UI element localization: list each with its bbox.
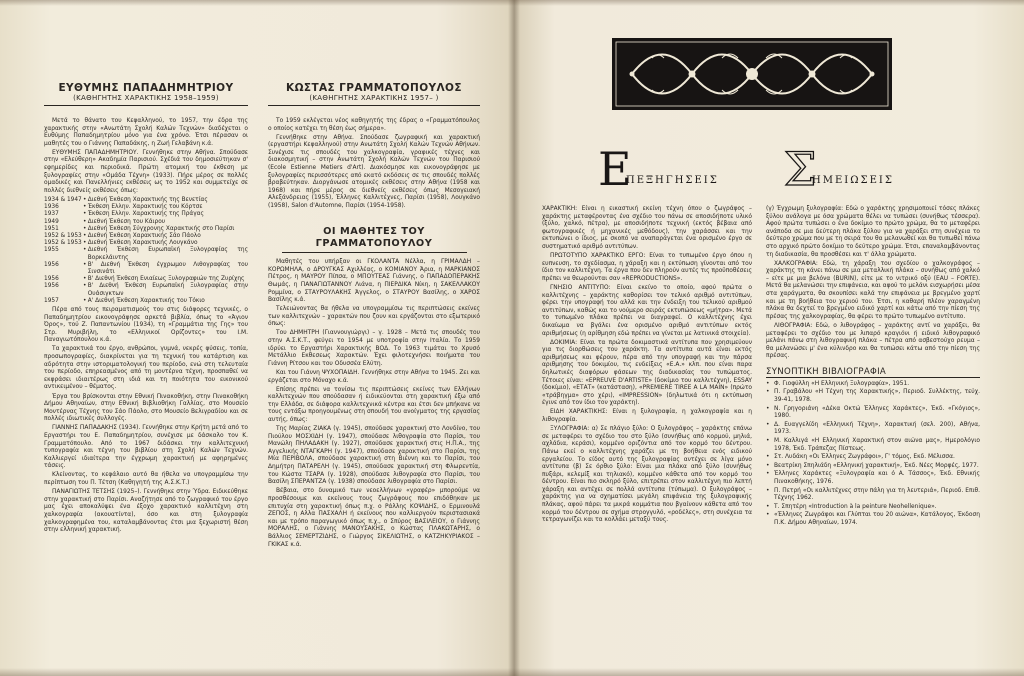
exhibition-year: 1951 xyxy=(44,225,59,232)
paragraph: Του ΔΗΜΗΤΡΗ (Γιαννουγιώργι) – γ. 1928 – Μετά τις σπουδές του στην Α.Σ.Κ.Τ., φεύγει το 1954 με υποτροφία στην Ιταλία. Το 1959 ιδρύει το Εργαστήρι Χαρακτικής ΒΟΔ. Το 1963 τιμάται το Χρυσό Μετάλλιο Εκθεσεως Χαρακτών. Έχει φιλοτεχνήσει ποιήματα του Γιάννη Ρίτσου και του Οδυσσέα Ελύτη. xyxy=(268,330,480,367)
exhibition-name: Α' Διεθνή Έκθεση Χαρακτικής του Τόκιο xyxy=(87,297,205,304)
page-edge-bottom xyxy=(0,668,1024,676)
exhibition-name: Β' Διεθνή Έκθεση έγχρωμου Λιθογραφίας του Σινσινάτι xyxy=(87,261,248,275)
exhibition-year: 1952 & 1953 xyxy=(44,232,82,239)
bibliography-title: ΣΥΝΟΠΤΙΚΗ ΒΙΒΛΙΟΓΡΑΦΙΑ xyxy=(766,367,980,378)
exhibition-name: Διεθνή Έκθεση του Κάιρου xyxy=(87,218,166,225)
header-rule xyxy=(44,105,248,106)
bibliography-item: • Ν. Γρηγοριάνη «Δέκα Οκτώ Έλληνες Χαράκτες», Έκδ. «Γκόγιος», 1980. xyxy=(766,406,980,421)
paragraph: ΛΙΘΟΓΡΑΦΙΑ: Εδώ, ο λιθογράφος – χαράκτης αντί να χαράξει, θα μεταφέρει το σχέδιο του με λιπαρό κραγιόνι ή ειδικό λιθογραφικό μελάνι πάνω στη λιθογραφική πλάκα – πέτρα από ασβεστούχο ρευμα – θα μελανώσει μ' ένα κύλινδρο και θα τυπώσει κάτω από την πίεση της πρέσας. xyxy=(766,322,980,360)
book-gutter xyxy=(508,0,520,676)
paragraph: Γεννήθηκε στην Αθήνα. Σπούδασε ζωγραφική και χαρακτική (εργαστήρι Κεφαλληνού) στην Ανωτάτη Σχολή Καλών Τεχνών Αθήνων. Συνέχισε τις σπουδές του χαλκογραφία, γραφικές τέχνες και διακοσμητική – στην Ανωτάτη Σχολή Καλών Τεχνών του Παρισιού (Ecole Estienne Metiers d'Art). Διακόσμησε και εικονογράφησε με ξυλογραφίες περισσότερες από εκατό εκδόσεις σε τις σπουδές πολλές βραβεύτηκαν. Διοργάνωσε ατομικές εκθέσεις στην Αθήνα (1958 και 1968) και πήρε μέρος σε διεθνείς εκθέσεις όπως Μεσογειακή Αλεξάνδρειας (1955), Έλληνες Καλλιτέχνες, Παρίσι (1958), Λουγκάνο (1958), Salon d'Automne, Παρίσι (1954-1958). xyxy=(268,134,480,210)
left-column-1 xyxy=(44,82,248,536)
papadimitriou-name: ΕΥΘΥΜΗΣ ΠΑΠΑΔΗΜΗΤΡΙΟΥ xyxy=(58,82,234,94)
paragraph: Βέβαια, στο δυναμικό των νεοελλήνων «γραφέρ» μπορούμε να προσθέσουμε και εκείνους τους ζωγράφους που επιδόθηκαν με επιτυχία στη χαρακτική όπως π.χ. ο Ράλλης ΚΟΨΙΔΗΣ, ο Ερμινουλά ΖΕΠΟΣ, η Αλλα ΠΑΣΧΑΛΗ ή εκείνους που καλλιεργούν περιστασιακά και με τρόπο παραγωγικό όπως π.χ., ο Σπύρος ΒΑΣΙΛΕΙΟΥ, ο Γιάννης ΜΟΡΑΛΗΣ, ο Γιάννης ΜΑΝΟΥΣΑΚΗΣ, ο Κώστας ΠΛΑΚΩΤΑΡΗΣ, ο Βάλλιος ΣΕΜΕΡΤΖΙΔΗΣ, ο Γιώργος ΣΙΚΕΛΙΩΤΗΣ, ο ΚΑΤΖΗΚΥΡΙΑΚΟΣ – ΓΚΙΚΑΣ κ.ά. xyxy=(268,488,480,548)
exhibition-row xyxy=(44,262,248,276)
paragraph: Τα χαρακτικά του έργο, ανθρώποι, γυμνά, νεκρές φύσεις, τοπία, προσωπογραφίες, διακρίνεται για τη τεχνική του κατάρτιση και αδρότητα στην ιστοριματολογική του περίοδο, ενώ στη τελευταία του περίοδο, επηρεασμένος από τη μοντέρνα τέχνη, προσπαθεί να εκφράσει ιδιαιτέρως στη ιδιά και τη ποιότητα του εικονικού αντικειμένου – θέματος. xyxy=(44,346,248,391)
bibliography-item: • «Έλληνες Ζωγράφοι και Γλύπται του 20 αιώνα», Κατάλογος, Έκδοση Π.Κ. Δήμου Αθηναίων, 1974. xyxy=(766,512,980,527)
bibliography-list xyxy=(766,381,980,528)
decorative-ornament xyxy=(612,28,892,120)
paragraph: Το 1959 εκλέγεται νέος καθηγητής της έδρας ο «Γραμματόπουλος ο οποίος κατέχει τη θέση έως σήμερα». xyxy=(268,118,480,132)
bullet-icon: • xyxy=(83,247,87,254)
papadimitriou-header xyxy=(44,82,248,106)
header-rule xyxy=(268,105,480,106)
bullet-icon: • xyxy=(83,240,87,247)
exhibition-name: Διεθνή Έκθεση Χαρακτικής Σάο Πάολο xyxy=(87,232,201,239)
paragraph: ΔΟΚΙΜΙΑ: Είναι τα πρώτα δοκιμαστικά αντίτυπα που χρησιμεύουν για τις διορθώσεις του χαράκτη. Τα αντίτυπα αυτά είναι εκτός αριθμήσεως και φέρουν, πέρα από την υπογραφή και την πάρσα αριθμησης του δοκιμίου, τις ενδείξεις «Ε.Α.» κλπ. που είναι παρα δηλωτικές διαφόρων φάσεων της διαδικασίας του τυπώματος. Τέτοιες είναι: «EPREUVE D'ARTISTE» (δοκίμιο του καλλιτέχνη), ESSAY (δοκίμιο), «ΕΤΑΤ» (κατάσταση), «PREMIERE TIREE A LA MAIN» (πρώτο «τράβηγμα» στο χέρι), «IMPRESSION» (δηλωτικά ότι η εκτύπωση έγινε από τον ίδιο τον χαράκτη). xyxy=(542,339,752,407)
papadimitriou-subtitle: (ΚΑΘΗΓΗΤΗΣ ΧΑΡΑΚΤΙΚΗΣ 1958–1959) xyxy=(73,94,219,102)
paragraph: ΓΙΑΝΝΗΣ ΠΑΠΑΔΑΚΗΣ (1934). Γεννήθηκε στην Κρήτη μετά από το Εργαστήρι του Ε. Παπαδημητρίου, συνέχισε με δάσκαλο τον Κ. Γραμματόπουλο. Από το 1967 διδάσκει την καλλιτεχνική τυπογραφία και τέχνη του βιβλίου στη Σχολή Καλών Τεχνών. Καλλιεργεί ιδιαίτερα την έγχρωμη χαρακτική με αφηρημένες τάσεις. xyxy=(44,425,248,470)
notes-dropcap: Σ xyxy=(784,142,817,196)
bibliography-item: • Μ. Καλλιγά «Η Ελληνική Χαρακτική στον αιώνα μας», Ημερολόγιο 1978, Έκδ. Τράπεζας Πίστεως. xyxy=(766,438,980,453)
exhibition-name: Διεθνή Έκθεση Σύγχρονης Χαρακτικής στο Παρίσι xyxy=(87,225,235,232)
bullet-icon: • xyxy=(83,261,87,268)
paragraph: Κλείνοντας, το κεφάλαιο αυτό θα ήθελα να υπογραμμίσω την περίπτωση του Π. Τέτση (Καθηγητή της Α.Σ.Κ.Τ.) xyxy=(44,472,248,487)
exhibition-name: Διεθνή Έκθεση Ευρωπαϊκή Ξυλογραφίας της Βορκελάιντης xyxy=(87,247,248,261)
exhibition-name: Β' Διεθνή Έκθεση Ενιαίεως Ξυλογραφιών της Ζυρίχης xyxy=(87,276,245,283)
bullet-icon: • xyxy=(83,218,87,225)
bullet-icon: • xyxy=(83,283,87,290)
bibliography-item: • Π. Γραβάλου «Η Τέχνη της Χαρακτικής», Περιοδ. Συλλέκτης, τεύχ. 39-41, 1978. xyxy=(766,389,980,404)
paragraph: Μαθητές του υπήρξαν οι ΓΚΟΛΑΝΤΑ Νέλλα, η ΓΡΙΜΑΛΔΗ – ΚΟΡΩΜΗΛΑ, ο ΔΡΟΥΓΚΑΣ Αχιλλέας, ο ΚΟΜΙΑΝΟΥ Άρια, η ΜΑΡΚΙΑΝΟΣ Πέτρος, η ΜΑΥΡΟΥ Πίπσα, ο ΜΠΟΥΤΕΑΣ Γιάννης, ο ΠΑΠΑΔΟΠΕΡΑΚΗΣ Θωμάς, η ΠΑΝΑΓΙΩΤΑΝΝΟΥ Λιάνα, η ΠΙΕΡΔΙΚΑ Νίκη, η ΣΑΚΕΛΛΑΚΟΥ Ρομμίνα, ο ΣΤΑΥΡΟΥΛΑΚΗΣ Άγγελος, ο ΣΤΑΥΡΟΥ Βασίλης, ο ΧΑΡΟΣ Βασίλης κ.ά. xyxy=(268,259,480,304)
grammatopoulos-header xyxy=(268,82,480,106)
exhibition-row xyxy=(44,211,248,218)
exhibition-year: 1952 & 1953 xyxy=(44,240,82,247)
bibliography-item: • Φ. Γιοφύλλη «Η Ελληνική Ξυλογραφία», 1951. xyxy=(766,381,980,389)
paragraph: Έργα του βρίσκονται στην Εθνική Πινακοθήκη, στην Πινακοθήκη Δήμου Αθηναίων, στην Εθνική Βιβλιοθήκη Γαλλίας, στο Μουσείο Μοντέρνας Τέχνης του Σάο Πάολο, στο Μουσείο Βελιγραδίου και σε πολλές ιδιωτικές συλλογές. xyxy=(44,393,248,423)
notes-heading: ΗΜΕΙΩΣΕΙΣ xyxy=(812,175,894,186)
exhibition-row xyxy=(44,247,248,261)
paragraph: ΧΑΛΚΟΓΡΑΦΙΑ: Εδώ, τη χάραξη του σχεδίου ο χαλκογράφος – χαράκτης τη κάνει πάνω σε μια μεταλλική πλάκα – συνήθως από χαλκό – είτε με μια βελόνα (BURIN), είτε με το νιτρικό οξύ (EAU – FORTE). Μετά θα μελανώσει την επιφάνεια, και αφού το μελάνι εισχωρήσει μέσα στα χαράγματα, θα σκουπίσει καλά την επιφάνεια με βρεγμένο χαρτί και με τη βοήθεια του χεριού του. Έτσι, η καθαρή πλέον χαραγμένη πλάκα θα δεχτεί το βρεγμένο ειδικό χαρτί και κάτω από την πίεση της πρέσας της χαλκογραφίας, θα φέρει το πρώτο τυπωμένο αντίτυπο. xyxy=(766,260,980,320)
students-section-title: ΟΙ ΜΑΘΗΤΕΣ ΤΟΥ ΓΡΑΜΜΑΤΟΠΟΥΛΟΥ xyxy=(315,226,433,250)
paragraph: Και του Γιάννη ΨΥΧΟΠΑΙΔΗ. Γεννήθηκε στην Αθήνα το 1945. Ζει και εργάζεται στο Μόναχο κ.ά. xyxy=(268,369,480,384)
paragraph: ΠΡΩΤΟΤΥΠΟ ΧΑΡΑΚΤΙΚΟ ΕΡΓΟ: Είναι το τυπωμένο έργο όπου η ευπνευση, το σχεδίασμα, η χάραξη και η εκτύπωση γίνονται από τον ίδιο τον καλλιτέχνη. Τα έργα που δεν πληρούν αυτές τις προϋποθέσεις πρέπει να θεωρούνται σαν «REPRODUCTIONS». xyxy=(542,253,753,282)
bullet-icon: • xyxy=(83,204,87,211)
bibliography-item: • Τ. Σπητέρη «Introduction à la peinture Neohellenique». xyxy=(766,504,980,512)
exhibition-row xyxy=(44,283,248,297)
exhibition-year: 1934 & 1947 xyxy=(44,196,82,203)
page-edge-top xyxy=(0,0,1024,6)
grammatopoulos-subtitle: (ΚΑΘΗΓΗΤΗΣ ΧΑΡΑΚΤΙΚΗΣ 1957– ) xyxy=(309,94,439,102)
bullet-icon: • xyxy=(83,211,87,218)
bullet-icon: • xyxy=(83,276,87,283)
paragraph: ΓΝΗΣΙΟ ΑΝΤΙΤΥΠΟ: Είναι εκείνο το οποίο, αφού πρώτα ο καλλιτέχνης – χαράκτης καθορίσει τον τελικό αριθμό αντιτύπων, φέρει την υπογραφή του αλλά και την ένδειξη του τελικού αριθμού αντιτύπων, καθώς και το νούμερο σειράς εκτυπώσεως «μήτρα». Μετά το τυπωμένο πλάκα πρέπει να διαγραφεί. Ο καλλιτέχνης έχει δικαίωμα να βγάλει ένα ορισμένο αριθμό αντιτύπων εκτός αριθμήσεως (η αρίθμηση εδώ πρέπει να γίνεται με λατινικά στοιχεία). xyxy=(542,284,752,337)
paragraph: Επίσης πρέπει να τονίσω τις περιπτώσεις εκείνες των Ελλήνων καλλιτεχνών που σπούδασαν ή ειδικεύονται στη χαρακτική έξω από την Ελλάδα, σε διάφορα καλλιτεχνικά κέντρα και έτσι δεν μπήκανε να τους εντάξω προηγουμένως στη σπουδή του ανοίγματος της εργασίας αυτής, όπως: xyxy=(268,386,480,423)
paragraph: Μετά το θάνατο του Κεφαλληνού, το 1957, την έδρα της χαρακτικής στην «Ανωτάτη Σχολή Καλών Τεχνών» διαδέχεται ο Ευθύμης Παπαδημητρίου μόνο για ένα χρόνο. Έτσι πέρασαν οι μαθητές του ο Γιάννης Παπαδάκης, η Ζωή Γελαβάνη κ.ά. xyxy=(44,118,248,147)
exhibition-row xyxy=(44,298,248,305)
left-column-2 xyxy=(268,82,480,551)
paragraph: ΧΑΡΑΚΤΙΚΗ: Είναι η εικαστική εκείνη τέχνη όπου ο ζωγράφος – χαράκτης μεταφέροντας ένα σχέδιο του πάνω σε αποσιδήποτε υλικό (ξύλο, χαλκό, πέτρα), με αποσιδήποτε τεχνική (εκτός βέβαια από φωτογραφικές ή μηχανικές μεθόδους), την χαράσσει και την εκτυπώνει ο ίδιος, με σκοπό να αναπαράγεται ένα ορισμένο έργο σε συστηματικό αριθμό αντιτύπων. xyxy=(542,206,752,250)
exhibition-name: Διεθνή Έκθεση Χαρακτικής Λουγκάνο xyxy=(87,240,198,247)
bibliography-item: • Στ. Λυδάκη «Οι Έλληνες Ζωγράφοι», Γ' τόμος, Εκδ. Μέλισσα. xyxy=(766,454,980,462)
exhibition-year: 1956 xyxy=(44,283,59,290)
paragraph: Της Μαρίας ΖΙΑΚΑ (γ. 1945), σπούδασε χαρακτική στο Λονδίνο, του Πιούλου ΜΟΣΧΙΔΗ (γ. 1947), σπούδασε λιθογραφία στο Παρίσι, του Μανώλη ΠΗΛΑΔΑΚΗ (γ. 1927), σπούδασε χαρακτική στις Η.Π.Α., της Αγγελικής ΝΤΑΓΚΑΡΗ (γ. 1947), σπούδασε χαρακτική στο Παρίσι, της Μία ΠΕΡΙΒΟΛΑ, σπούδασε χαρακτική στη Βιέννη και το Παρίσι, του Δημήτρη ΠΑΤΑΡΕΛΗ (γ. 1945), σπούδασε χαρακτική στη Φλωρεντία, του Κώστα ΤΣΑΡΑ (γ. 1928), σπούδασε λιθογραφία στο Παρίσι, του Βασίλη ΣΠΕΡΑΝΤΖΑ (γ. 1938) σπούδασε λιθογραφία στο Παρίσι. xyxy=(268,426,480,486)
bibliography-item: • Βεατρίκη Σπηλιάδη «Ελληνική χαρακτική», Έκδ. Νέες Μορφές, 1977. xyxy=(766,463,980,471)
bibliography-item: • Π. Πετρή «Οι καλλιτέχνες στην πάλη για τη λευτεριά», Περιοδ. Επιθ. Τέχνης 1962. xyxy=(766,488,980,503)
paragraph: ΞΥΛΟΓΡΑΦΙΑ: α) Σε πλάγιο ξύλο: Ο ξυλογράφος – χαράκτης επάνω σε μεταφέρει το σχέδιο του στο ξύλο (συνήθως από κορμού, μηλιά, αχλάδια, κεράσι), κομμένο οριζόντια από τον κορμό του δέντρου. Πάνω εκεί ο καλλιτέχνης χαράζει με τη βοήθεια ενός ειδικού εργαλείου. Το είδος αυτό της ξυλογραφίας αντέχει σε λίγα μόνο αντίτυπα (β) Σε όρθιο ξύλο: Είναι μια πλάκα από ξύλο (συνήθως πυξάρι, κελεμίξ και τηλιακό), κομμένο κάθετα από τον κορμό του δέντρου. Είναι πιο σκληρό ξύλο, επιτρέπει στον καλλιτέχνη πιο λεπτή χάραξη και αντέχει σε πολλά αντίτυπα (τύπωμα). Ο ξυλογράφος – χαράκτης για να σχηματίσει μεγάλη επιφάνεια της ξυλογραφικής πλάκας, αφού πάρει τα μικρά κομμάτια που βγαίνουν κάθετα από τον κορμό του δέντρου σε σχήμα στρογγυλό, «ροδέλες», στη συνέχεια τα τετραγωνίζει και τα κολλάει μεταξύ τους. xyxy=(542,426,752,524)
paragraph: Πέρα από τους πειραματισμούς του στις διάφορες τεχνικές, ο Παπαδημητρίου εικονογράφησε αρκετά βιβλία, όπως το «Άγιον Όρος», τού Ζ. Παπαντωνίου (1934), τη «Γραμμάτια της Γης» του Στρ. Μυριβήλη, το «Ελληνικοί Ορίζοντες» του Ι.Μ. Παναγιωτόπουλου κ.ά. xyxy=(44,306,248,344)
right-column-1 xyxy=(542,206,752,526)
paragraph: Τελειώνοντας θα ήθελα να υπογραμμίσω τις περιπτώσεις εκείνες των καλλιτεχνών – χαρακτών που ζουν και εργάζονται στο εξωτερικό όπως: xyxy=(268,306,480,328)
grammatopoulos-name: ΚΩΣΤΑΣ ΓΡΑΜΜΑΤΟΠΟΥΛΟΣ xyxy=(286,82,462,94)
right-column-2 xyxy=(766,206,980,529)
exhibition-year: 1956 xyxy=(44,261,59,268)
exhibition-year: 1936 xyxy=(44,204,59,211)
exhibition-row xyxy=(44,219,248,226)
exhibition-name: Διεθνή Έκθεση Χαρακτικής της Βενετίας xyxy=(87,196,208,203)
exhibition-year: 1955 xyxy=(44,247,59,254)
exhibition-year: 1956 xyxy=(44,276,59,283)
bullet-icon: • xyxy=(83,232,87,239)
bullet-icon: • xyxy=(83,196,87,203)
exhibitions-table xyxy=(44,197,248,305)
paragraph: ΠΑΝΑΓΙΩΤΗΣ ΤΕΤΣΗΣ (1925–). Γεννήθηκε στην Ύδρα. Ειδικεύθηκε στην χαρακτική στο Παρίσι. Αναζήτησε από το ζωγραφικό του έργο μας έχει αποκαλύψει ένα έξοχο χαρακτικό καλλιτέχνη στη χαλκογραφία (ακουατίντα), όσο και στη ξυλογραφία χαλκογραφημένα του, καταλαμβάνοντας έτσι μια ξεχωριστή θέση στην ελληνική χαρακτική. xyxy=(44,489,248,534)
exhibition-name: Έκθεση Ελλην. Χαρακτικής της Πράγας xyxy=(87,211,204,218)
paragraph: ΕΥΘΥΜΗΣ ΠΑΠΑΔΗΜΗΤΡΙΟΥ. Γεννήθηκε στην Αθήνα. Σπούδασε στην «Ελεύθερη» Ακαδημία Παρισιού. Σχέδιά του δημοσιεύτηκαν σ' εφημερίδες και περιοδικά. Πρώτη ατομική του έκθεση με ξυλογραφίες στην «Ομάδα Τέχνη» (1933). Πήρε μέρος σε πολλές ομαδικές και Πανελλήνιες εκθέσεις ως το 1952 και συμμετείχε σε πολλές διεθνείς εκθέσεις όπως: xyxy=(44,149,248,194)
exhibition-year: 1949 xyxy=(44,218,59,225)
bibliography-item: • Έλληνες Χαράκτες «Ξυλογραφία και ό Α. Τάσσος», Έκδ. Εθνικής Πινακοθήκης, 1976. xyxy=(766,471,980,486)
bullet-icon: • xyxy=(83,297,87,304)
bibliography-item: • Δ. Ευαγγελίδη «Ελληνική Τέχνη», Χαρακτική (σελ. 200), Αθήνα, 1973. xyxy=(766,422,980,437)
exhibition-year: 1957 xyxy=(44,297,59,304)
paragraph: ΕΙΔΗ ΧΑΡΑΚΤΙΚΗΣ: Είναι η ξυλογραφία, η χαλκογραφία και η λιθογραφία. xyxy=(542,409,752,424)
section-rule xyxy=(282,252,467,253)
bullet-icon: • xyxy=(83,225,87,232)
explanations-dropcap: Ε xyxy=(598,142,632,196)
exhibition-row xyxy=(44,226,248,233)
paragraph: (γ) Έγχρωμη ξυλογραφία: Εδώ ο χαράκτης χρησιμοποιεί τόσες πλάκες ξύλου ανάλογα με όσα χρώματα θέλει να τυπώσει (συνήθως τέσσερα). Αφού πρώτα τυπώσει ο ένα δοκίμιο το πρώτο χρώμα, θα το μεταφέρει ανάποδα σε μια δεύτερη πλάκα ξύλου για να χαράξει στη συνέχεια το δεύτερο χρώμα που με τη σειρά του θα μελανωθεί και θα τυπωθεί πάνω στο αρχικό πρώτο δοκίμιο το δεύτερο χρώμα. Έτσι, επαναλαμβάνοντας τη διαδικασία, θα προσθέσει και τ' άλλα χρώματα. xyxy=(766,206,980,258)
exhibition-name: Β' Διεθνή Έκθεση Ευρωπαϊκή Ξυλογραφίας στην Ουάσιγκτων xyxy=(87,283,248,297)
explanations-heading: ΠΕΞΗΓΗΣΕΙΣ xyxy=(626,175,719,186)
exhibition-name: Έκθεση Ελλην. Χαρακτικής του Κόρτσε xyxy=(87,204,203,211)
exhibition-year: 1937 xyxy=(44,211,59,218)
